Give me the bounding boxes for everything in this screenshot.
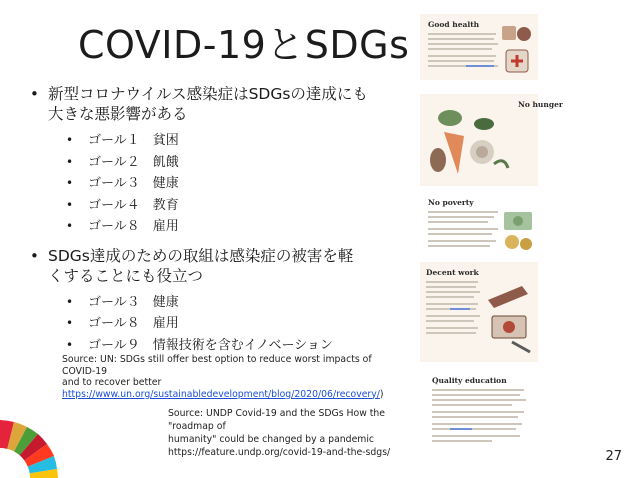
bullet-2-line2: くすることにも役立つ [48, 266, 204, 285]
panel-title: Good health [428, 20, 480, 29]
sub-bullet: • ゴール９ 情報技術を含むイノベーション [30, 335, 402, 357]
bullet-2-sublist [30, 292, 402, 357]
panel-title: No hunger [518, 100, 563, 109]
medicine-illustration-icon [500, 22, 536, 78]
bullet-1-line2: 大きな悪影響がある [48, 105, 188, 123]
money-illustration-icon [500, 202, 536, 254]
source-undp-line3: https://feature.undp.org/covid-19-and-the-sdgs/ [168, 447, 391, 458]
source-undp-line1: Source: UNDP Covid-19 and the SDGs How the "roadmap of [168, 408, 386, 432]
sub-bullet: • ゴール２ 飢餓 [30, 152, 402, 174]
panel-title: Decent work [426, 268, 479, 277]
sub-bullet: • ゴール３ 健康 [30, 173, 402, 195]
panel-decent-work [420, 262, 538, 362]
slide-title: COVID-19とSDGs [78, 23, 410, 67]
sub-bullet: • ゴール３ 健康 [30, 292, 402, 314]
sdg-wheel-icon [0, 416, 62, 478]
source-undp [168, 407, 428, 459]
worker-tools-illustration-icon [482, 280, 536, 356]
source-un-close: ) [379, 388, 384, 400]
bullet-1-line1: • 新型コロナウイルス感染症はSDGsの達成にも [48, 85, 368, 103]
panel-quality-education [420, 370, 538, 478]
sub-bullet: • ゴール１ 貧困 [30, 130, 402, 152]
panel-title: No poverty [428, 198, 474, 207]
panel-title: Quality education [432, 376, 507, 385]
source-undp-line2: humanity" could be changed by a pandemic [168, 434, 375, 445]
source-un-line1: Source: UN: SDGs still offer best option to reduce worst impacts of COVID-19 [62, 354, 372, 377]
source-un-line2: and to recover better [62, 377, 162, 388]
panel-good-health [420, 14, 538, 80]
sub-bullet: • ゴール８ 雇用 [30, 313, 402, 335]
source-un [62, 354, 402, 400]
panel-no-poverty [420, 192, 538, 258]
bullet-2 [30, 246, 402, 286]
sub-bullet: • ゴール８ 雇用 [30, 216, 402, 238]
bullet-1-sublist [30, 130, 402, 238]
bullet-1 [30, 84, 402, 124]
bullet-list [30, 84, 402, 364]
bullet-2-line1: • SDGs達成のための取組は感染症の被害を軽 [48, 246, 354, 265]
sub-bullet: • ゴール４ 教育 [30, 195, 402, 217]
panel-no-hunger [420, 94, 563, 186]
page-number: 27 [605, 449, 622, 464]
source-un-link[interactable]: https://www.un.org/sustainabledevelopment/blog/2020/06/recovery/ [62, 388, 380, 400]
vegetables-illustration-icon [424, 102, 510, 184]
